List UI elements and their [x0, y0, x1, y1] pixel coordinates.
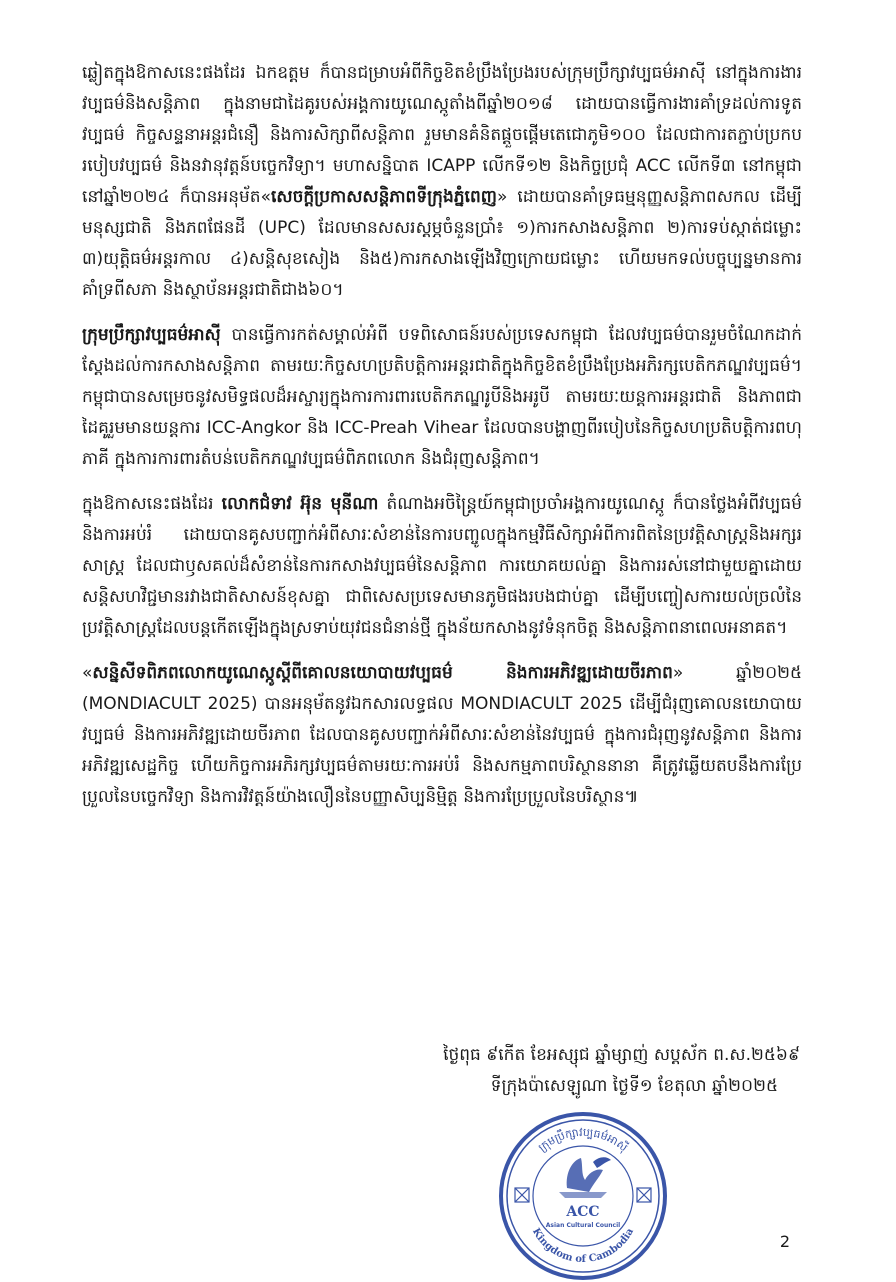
paragraph-3: [82, 489, 802, 644]
seal-side-ornament-left-icon: [515, 1188, 529, 1202]
paragraph-2-bold: ក្រុមប្រឹក្សាវប្បធម៌អាស៊ី: [82, 325, 221, 345]
paragraph-1: [82, 58, 802, 306]
paragraph-4: [82, 658, 802, 813]
seal-top-text: ក្រុមប្រឹក្សាវប្បធម៌អាស៊ី: [535, 1125, 631, 1155]
seal-hand-dove-icon: [559, 1157, 611, 1198]
page-number: 2: [779, 1232, 790, 1251]
paragraph-1-text-b: » ដោយបានគាំទ្រធម្មនុញ្ញសន្តិភាពសកល ដើម្បីមនុស្សជាតិ និងភពផែនដី (UPC) ដែលមានសសរស្តម្ភចំនួនប្រាំ៖ ១)ការកសាងសន្តិភាព ២)ការទប់ស្កាត់ជម្លោះ ៣)យុត្តិធម៌អន្តរកាល ៤)សន្តិសុខសៀង និង៥)ការកសាងឡើងវិញក្រោយជម្លោះ ហើយមកទល់បច្ចុប្បន្នមានការគាំទ្រពីសភា និងស្ថាប័នអន្តរជាតិជាង៦០។: [82, 187, 802, 300]
paragraph-3-bold: លោកជំទាវ អ៊ុន មុនីណា: [221, 494, 379, 514]
seal-side-ornament-right-icon: [637, 1188, 651, 1202]
signature-date-lunar: ថ្ងៃពុធ ៩កើត ខែអស្សុជ ឆ្នាំម្សាញ់ សប្តស័ក ព.ស.២៥៦៩: [443, 1045, 800, 1065]
seal-sub-text: Asian Cultural Council: [545, 1222, 621, 1229]
paragraph-4-bold: សន្និសីទពិភពលោកយូណេស្កូស្តីពីគោលនយោបាយវប្បធម៌ និងការអភិវឌ្ឍដោយចីរភាព: [92, 663, 673, 683]
paragraph-1-text-a: ឆ្លៀតក្នុងឱកាសនេះផងដែរ ឯកឧត្តម ក៏បានជម្រាបអំពីកិច្ចខិតខំប្រឹងប្រែងរបស់ក្រុមប្រឹក្សាវប្បធម៌អាស៊ី នៅក្នុងការងារវប្បធម៌និងសន្តិភាព ក្នុងនាមជាដៃគូរបស់អង្គការយូណេស្កូតាំងពីឆ្នាំ២០១៨ ដោយបានធ្វើការងារគាំទ្រដល់ការទូតវប្បធម៌ កិច្ចសន្ទនាអន្តរជំនឿ និងការសិក្សាពីសន្តិភាព រួមមានគំនិតផ្តួចផ្តើមតេជោភូមិ១០០ ដែលជាការតភ្ជាប់ប្រកបរបៀបវប្បធម៌ និងនវានុវត្តន៍បច្ចេកវិទ្យា។ មហាសន្និបាត ICAPP លើកទី១២ និងកិច្ចប្រជុំ ACC លើកទី៣ នៅកម្ពុជា នៅឆ្នាំ២០២៤ ក៏បានអនុម័ត«: [82, 63, 802, 207]
paragraph-3-text-b: តំណាងអចិន្ត្រៃយ៍កម្ពុជាប្រចាំអង្គការយូណេស្កូ ក៏បានថ្លែងអំពីវប្បធម៌និងការអប់រំ ដោយបានគូសបញ្ជាក់អំពីសារៈសំខាន់នៃការបញ្ចូលក្នុងកម្មវិធីសិក្សាអំពីការពិតនៃប្រវត្តិសាស្ត្រនិងអក្សរសាស្ត្រ ដែលជាឫសគល់ដ៏សំខាន់នៃការកសាងវប្បធម៌នៃសន្តិភាព ការយោគយល់គ្នា និងការរស់នៅជាមួយគ្នាដោយសន្តិសហវិជ្ជមានរវាងជាតិសាសន៍ខុសគ្នា ជាពិសេសប្រទេសមានភូមិផងរបងជាប់គ្នា ដើម្បីបញ្ចៀសការយល់ច្រលំនៃប្រវត្តិសាស្ត្រដែលបន្តកើតឡើងក្នុងស្រទាប់យុវជនជំនាន់ថ្មី ក្នុងន័យកសាងនូវទំនុកចិត្ត និងសន្តិភាពនាពេលអនាគត។: [82, 494, 802, 638]
official-seal: [497, 1110, 669, 1282]
seal-bottom-text: Kingdom of Cambodia: [529, 1226, 637, 1266]
paragraph-2-text: បានធ្វើការកត់សម្គាល់អំពី បទពិសោធន៍របស់ប្រទេសកម្ពុជា ដែលវប្បធម៌បានរួមចំណែកដាក់ស្តែងដល់ការកសាងសន្តិភាព តាមរយៈកិច្ចសហប្រតិបត្តិការអន្តរជាតិក្នុងកិច្ចខិតខំប្រឹងប្រែងអភិរក្សបេតិកភណ្ឌវប្បធម៌។ កម្ពុជាបានសម្រេចនូវសមិទ្ធផលដ៏អស្ចារ្យក្នុងការការពារបេតិកភណ្ឌរូបីនិងអរូបី តាមរយៈយន្តការអន្តរជាតិ និងភាពជាដៃគូរួមមានយន្តការ ICC-Angkor និង ICC-Preah Vihear ដែលបានបង្ហាញពីរបៀបនៃកិច្ចសហប្រតិបត្តិការពហុភាគី ក្នុងការការពារតំបន់បេតិកភណ្ឌវប្បធម៌ពិភពលោក និងជំរុញសន្តិភាព។: [82, 325, 802, 469]
paragraph-4-quote-open: «: [82, 663, 93, 683]
paragraph-4-text: » ឆ្នាំ២០២៥ (MONDIACULT 2025) បានអនុម័តនូវឯកសារលទ្ធផល MONDIACULT 2025 ដើម្បីជំរុញគោលនយោបាយវប្បធម៌ និងការអភិវឌ្ឍដោយចីរភាព ដែលបានគូសបញ្ជាក់អំពីសារៈសំខាន់នៃវប្បធម៌ ក្នុងការជំរុញនូវសន្តិភាព និងការអភិវឌ្ឍសេដ្ឋកិច្ច ហើយកិច្ចការអភិរក្សវប្បធម៌តាមរយៈការអប់រំ និងសកម្មភាពបរិស្ថាននានា គឺត្រូវឆ្លើយតបនឹងការប្រែប្រួលនៃបច្ចេកវិទ្យា និងការវិវត្តន៍យ៉ាងលឿននៃបញ្ញាសិប្បនិម្មិត្ត និងការប្រែប្រួលនៃបរិស្ថាន៕: [82, 663, 803, 807]
seal-center-text: ACC: [566, 1204, 600, 1220]
signature-date-place: ទីក្រុងប៉ាសេឡូណា ថ្ងៃទី១ ខែតុលា ឆ្នាំ២០២៥: [490, 1076, 778, 1096]
paragraph-3-text-a: ក្នុងឱកាសនេះផងដែរ: [82, 494, 222, 514]
document-body: [82, 58, 802, 827]
paragraph-2: [82, 320, 802, 475]
paragraph-1-bold: សេចក្តីប្រកាសសន្តិភាពទីក្រុងភ្នំពេញ: [270, 187, 497, 207]
